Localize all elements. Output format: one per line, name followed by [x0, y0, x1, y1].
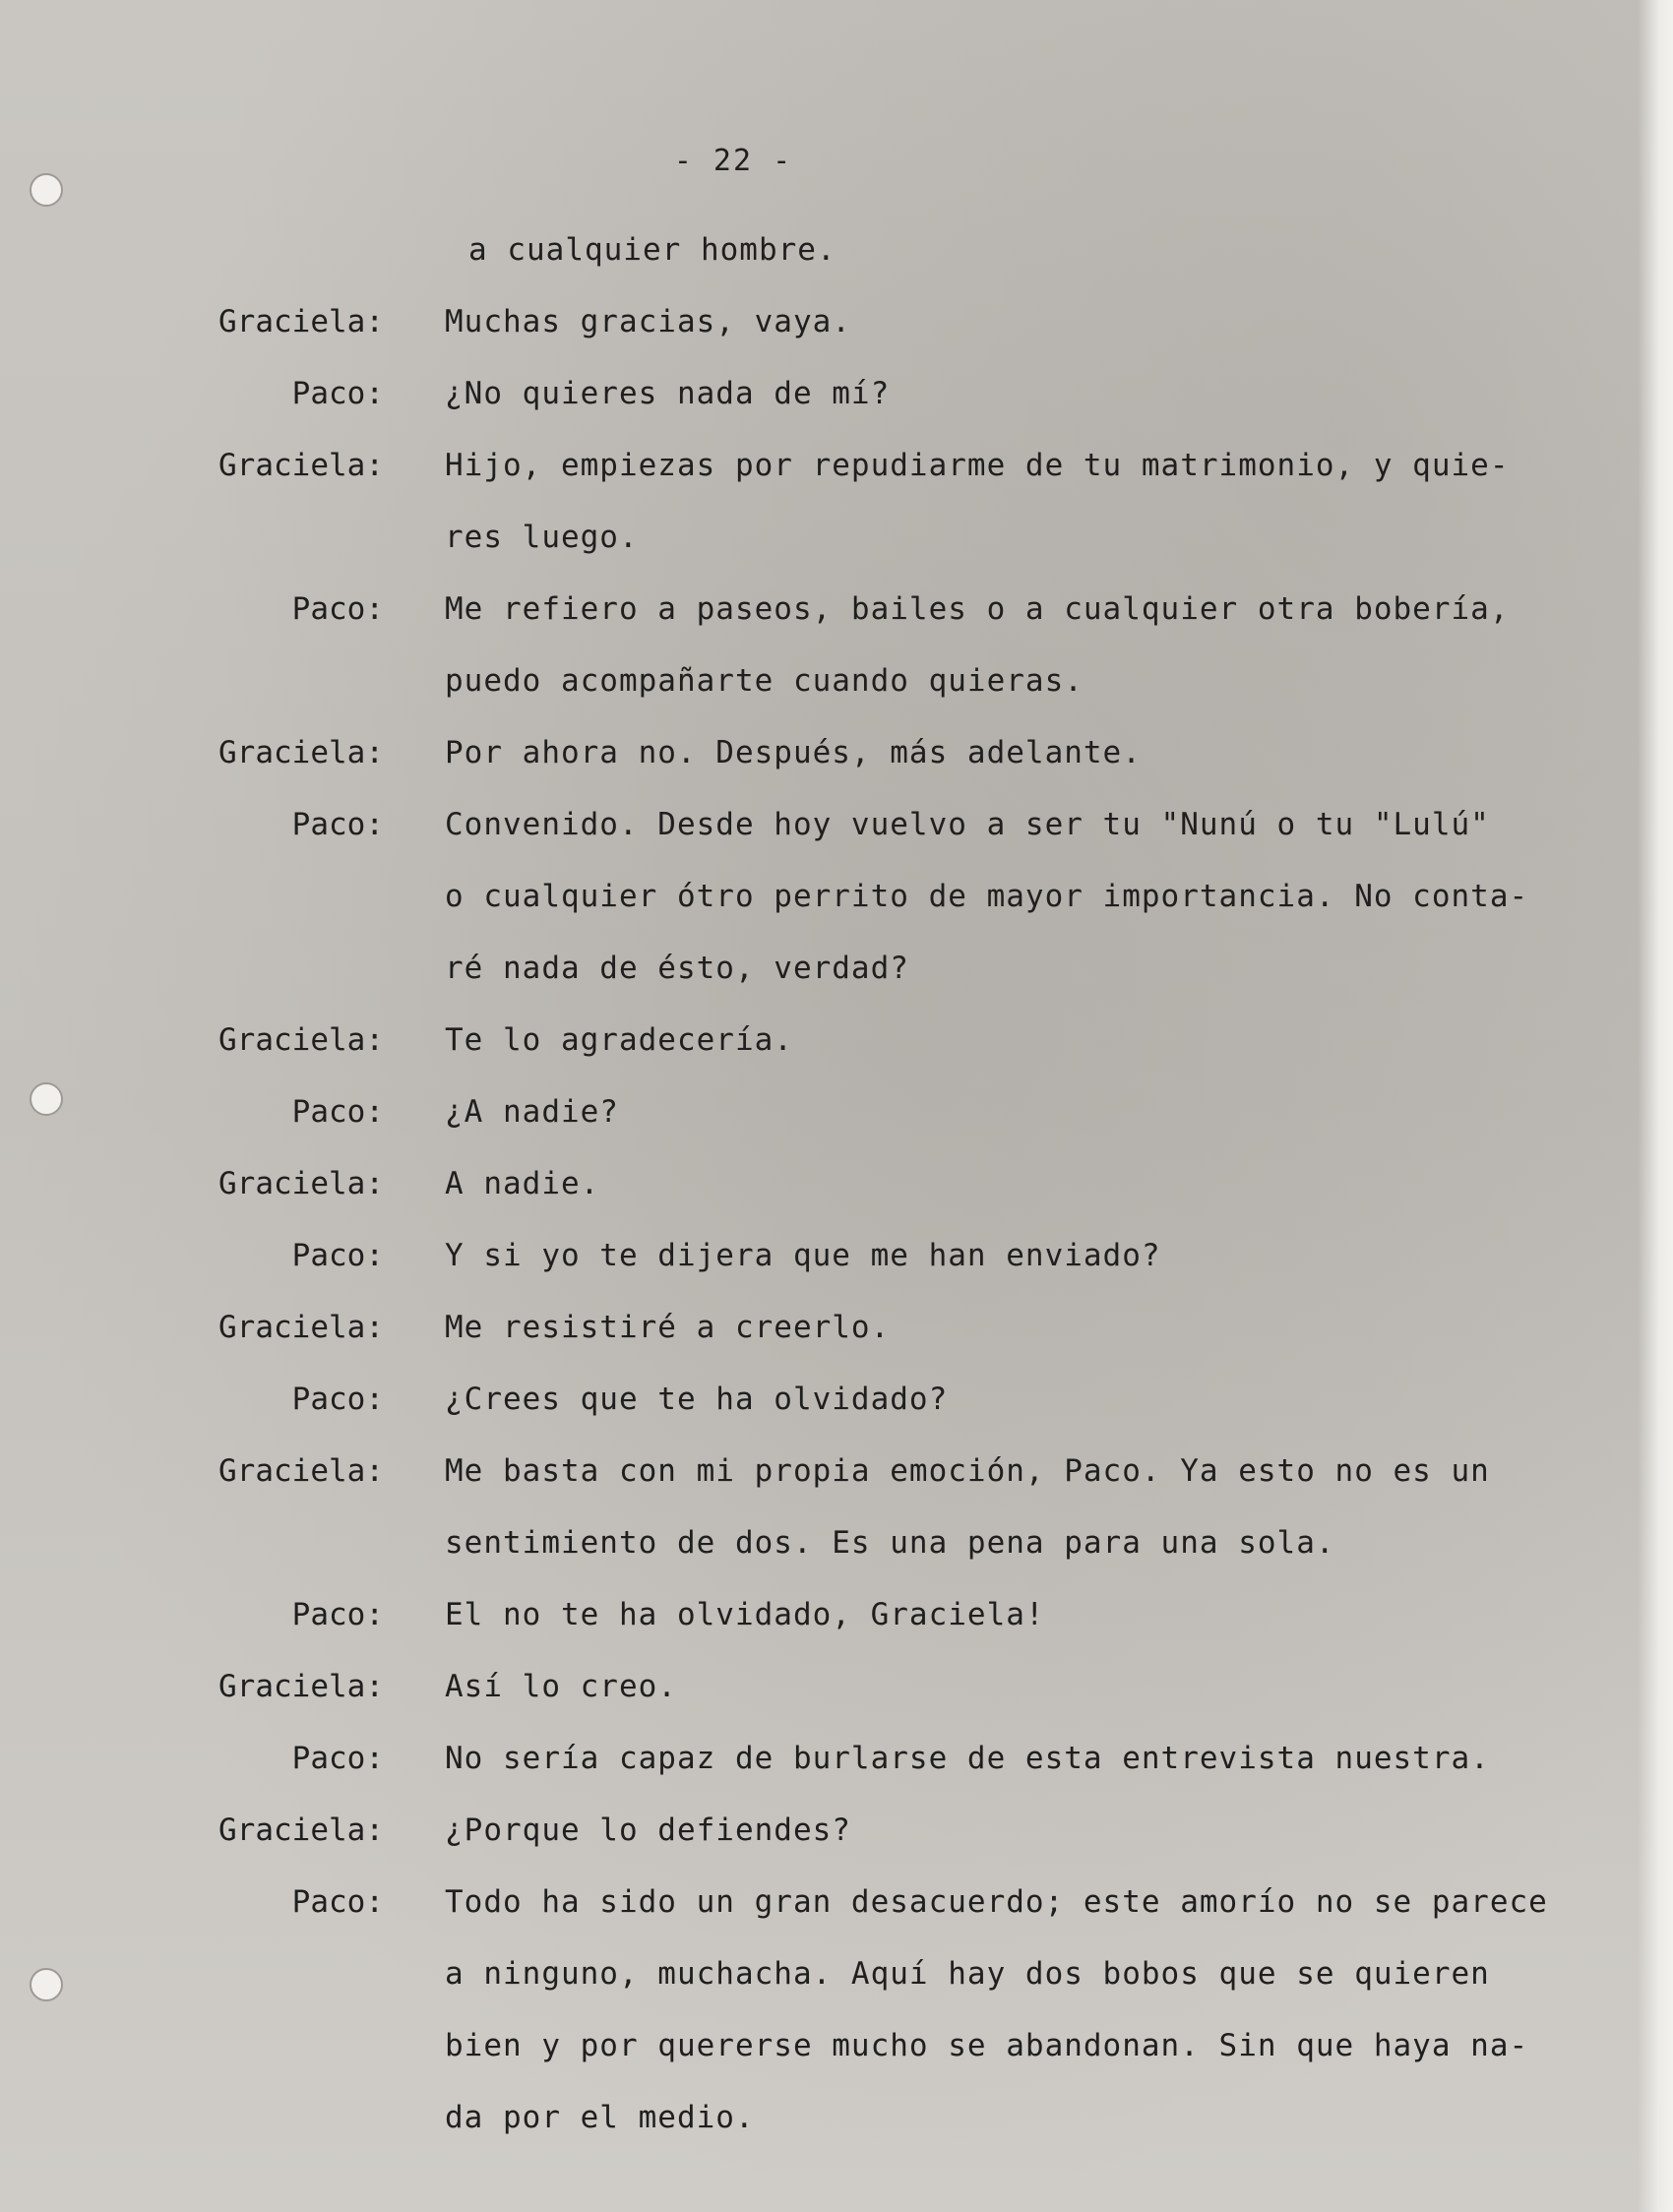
speaker-name: Graciela: — [218, 1669, 384, 1704]
speech-text: ¿No quieres nada de mí? — [445, 376, 891, 411]
dialogue-entry — [0, 1651, 1673, 1723]
speaker-name: Paco: — [291, 1741, 384, 1776]
dialogue-entry — [0, 1292, 1673, 1364]
speaker-name: Graciela: — [218, 1166, 384, 1201]
dialogue — [0, 215, 1673, 2154]
speaker-name: Paco: — [291, 376, 384, 411]
speaker-name: Graciela: — [218, 1813, 384, 1848]
speech-text: Por ahora no. Después, más adelante. — [445, 735, 1142, 770]
dialogue-entry — [0, 1005, 1673, 1076]
punch-hole-top — [30, 173, 63, 207]
dialogue-entry — [0, 1436, 1673, 1579]
speech-text: Me basta con mi propia emoción, Paco. Ya esto no es un sentimiento de dos. Es una pena para una sola. — [445, 1453, 1490, 1561]
dialogue-entry — [0, 358, 1673, 430]
speech-text: El no te ha olvidado, Graciela! — [445, 1597, 1045, 1632]
speech-text: ¿Crees que te ha olvidado? — [445, 1382, 949, 1417]
dialogue-entry — [0, 1220, 1673, 1292]
dialogue-entry — [0, 1148, 1673, 1220]
speech-text: ¿Porque lo defiendes? — [445, 1813, 851, 1848]
speech-text: Me resistiré a creerlo. — [445, 1310, 891, 1345]
dialogue-entry — [0, 286, 1673, 358]
dialogue-entry — [0, 1364, 1673, 1436]
dialogue-entry — [0, 1579, 1673, 1651]
dialogue-entries — [0, 286, 1673, 2154]
speech-text: A nadie. — [445, 1166, 600, 1201]
speech-text: Así lo creo. — [445, 1669, 677, 1704]
speech-text: ¿A nadie? — [445, 1094, 619, 1130]
dialogue-entry — [0, 1795, 1673, 1867]
speech-text: Hijo, empiezas por repudiarme de tu matrimonio, y quie- res luego. — [445, 448, 1510, 555]
speaker-name: Paco: — [291, 591, 384, 627]
speaker-name: Paco: — [291, 1238, 384, 1273]
continued-line: a cualquier hombre. — [468, 232, 836, 268]
dialogue-entry — [0, 574, 1673, 717]
dialogue-entry — [0, 1723, 1673, 1795]
speech-text: No sería capaz de burlarse de esta entrevista nuestra. — [445, 1741, 1490, 1776]
dialogue-entry — [0, 1076, 1673, 1148]
speaker-name: Paco: — [291, 1094, 384, 1130]
speaker-name: Graciela: — [218, 1310, 384, 1345]
speaker-name: Graciela: — [218, 1022, 384, 1058]
dialogue-entry — [0, 430, 1673, 574]
page-number: - 22 - — [673, 144, 793, 178]
dialogue-entry — [0, 789, 1673, 1005]
speaker-name: Graciela: — [218, 448, 384, 483]
speaker-name: Paco: — [291, 1382, 384, 1417]
speech-text: Y si yo te dijera que me han enviado? — [445, 1238, 1161, 1273]
dialogue-entry — [0, 1867, 1673, 2154]
speaker-name: Graciela: — [218, 304, 384, 339]
dialogue-entry — [0, 717, 1673, 789]
speech-text: Todo ha sido un gran desacuerdo; este amorío no se parece a ninguno, muchacha. Aquí hay dos bobos que se quieren bien y por quererse mucho se abandonan. Sin que haya na- da por el medio. — [445, 1884, 1548, 2135]
speech-text: Te lo agradecería. — [445, 1022, 793, 1058]
speech-text: Me refiero a paseos, bailes o a cualquier otra bobería, puedo acompañarte cuando quieras. — [445, 591, 1510, 699]
speaker-name: Paco: — [291, 1597, 384, 1632]
speech-text: Muchas gracias, vaya. — [445, 304, 851, 339]
speaker-name: Graciela: — [218, 735, 384, 770]
speaker-name: Paco: — [291, 1884, 384, 1920]
speaker-name: Graciela: — [218, 1453, 384, 1489]
speech-text: Convenido. Desde hoy vuelvo a ser tu "Nunú o tu "Lulú" o cualquier ótro perrito de mayor importancia. No conta- ré nada de ésto, verdad? — [445, 807, 1529, 986]
speaker-name: Paco: — [291, 807, 384, 842]
